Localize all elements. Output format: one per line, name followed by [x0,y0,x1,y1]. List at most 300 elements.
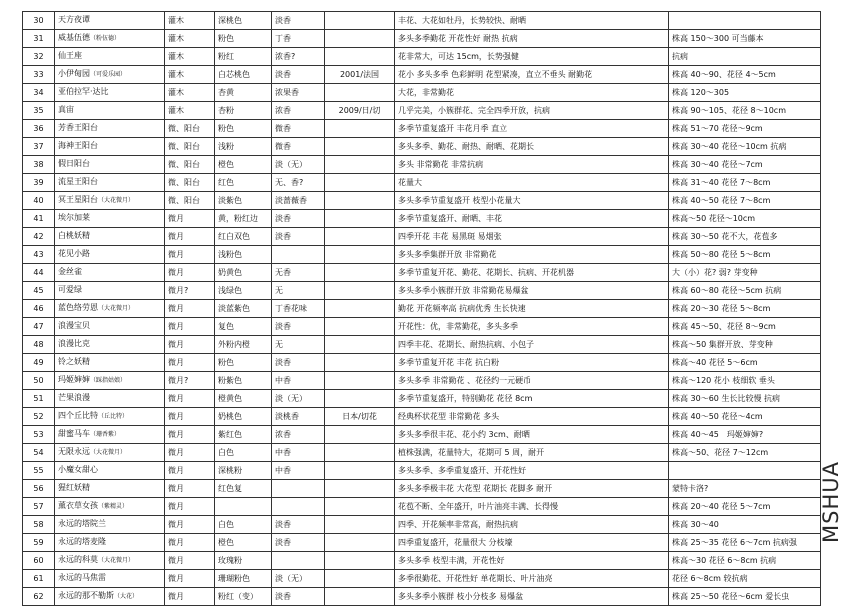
flower-color [215,138,272,156]
row-number-value: 51 [33,393,44,403]
plant-type-value: 微、阳台 [168,159,200,169]
fragrance [272,264,325,282]
release-year [325,408,395,426]
fragrance-value: 中香 [275,447,291,457]
plant-type-value: 微月 [168,411,184,421]
plant-type-value: 微月 [168,267,184,277]
variety-name [55,246,165,264]
plant-type [165,588,215,606]
notes-text-value: 株高～120 花小 枝细软 垂头 [672,375,775,385]
table-row [23,210,821,228]
release-year [325,30,395,48]
notes-text-value: 株高 51～70 花径～9cm [672,123,763,133]
release-year [325,192,395,210]
release-year [325,48,395,66]
release-year [325,552,395,570]
flower-color [215,246,272,264]
plant-spreadsheet [22,11,821,606]
variety-alias: （踩指姑娘） [90,377,127,384]
features-text [395,192,669,210]
features-text [395,156,669,174]
row-number [23,588,55,606]
fragrance [272,228,325,246]
variety-name [55,66,165,84]
fragrance [272,156,325,174]
plant-type-value: 微月 [168,573,184,583]
plant-type [165,138,215,156]
release-year [325,300,395,318]
notes-text-value: 株高 30～40 [672,519,719,529]
flower-color-value: 杏黄 [218,87,234,97]
row-number-value: 49 [33,357,44,367]
row-number-value: 45 [33,285,44,295]
features-text [395,300,669,318]
fragrance-value: 淡（无） [275,393,307,403]
release-year [325,318,395,336]
variety-alias: （可爱乐园） [90,71,127,78]
features-text [395,138,669,156]
plant-type [165,336,215,354]
plant-type-value: 微月 [168,591,184,601]
fragrance [272,192,325,210]
plant-type-value: 微月 [168,303,184,313]
variety-name-value: 威基伍德 [58,33,90,42]
fragrance-value: 淡（无） [275,573,307,583]
notes-text [669,102,821,120]
fragrance-value: 丁香花味 [275,303,307,313]
fragrance-value: 中香 [275,465,291,475]
flower-color [215,84,272,102]
variety-name [55,336,165,354]
notes-text [669,570,821,588]
variety-alias: （丘比特） [98,413,129,420]
row-number-value: 32 [33,51,44,61]
flower-color [215,516,272,534]
notes-text [669,30,821,48]
features-text [395,102,669,120]
features-text [395,210,669,228]
notes-text-value: 株高 40～45 玛姬婶婶? [672,429,764,439]
row-number-value: 39 [33,177,44,187]
features-text-value: 多季节重复开花、勤花、花期长、抗病、开花机器 [398,267,574,277]
variety-name-value: 甜蜜马车 [58,429,90,438]
row-number [23,246,55,264]
plant-type-value: 微、阳台 [168,195,200,205]
fragrance-value: 淡香 [275,357,291,367]
notes-text-value: 蒙特卡洛? [672,483,709,493]
flower-color [215,552,272,570]
notes-text [669,120,821,138]
plant-type-value: 微月 [168,339,184,349]
flower-color [215,30,272,48]
release-year [325,570,395,588]
table-row [23,138,821,156]
notes-text-value: 抗病 [672,51,688,61]
row-number-value: 62 [33,591,44,601]
release-year [325,264,395,282]
variety-name-value: 小伊甸园 [58,69,90,78]
plant-type-value: 微、阳台 [168,123,200,133]
features-text [395,120,669,138]
notes-text [669,12,821,30]
release-year [325,66,395,84]
features-text-value: 多头 非常勤花 非常抗病 [398,159,484,169]
table-row [23,480,821,498]
fragrance-value: 微香 [275,141,291,151]
release-year [325,444,395,462]
features-text-value: 植株强满，花量特大，花期可 5 周，耐开 [398,447,545,457]
variety-name-value: 无限永远 [58,447,90,456]
features-text [395,264,669,282]
plant-type [165,30,215,48]
notes-text-value: 株高 150～300 可当藤本 [672,33,764,43]
notes-text [669,282,821,300]
variety-name [55,210,165,228]
plant-type-value: 灌木 [168,105,184,115]
flower-color-value: 浅粉色 [218,249,242,259]
flower-color-value: 浅粉 [218,141,234,151]
release-year [325,174,395,192]
features-text [395,426,669,444]
table-row [23,336,821,354]
features-text [395,444,669,462]
notes-text-value: 株高 25～35 花径 6～7cm 抗病强 [672,537,797,547]
variety-name-value: 金丝雀 [58,267,82,276]
variety-name [55,516,165,534]
notes-text-value: 株高 20～30 花径 5～8cm [672,303,771,313]
notes-text-value: 株高 25～50 花径～6cm 爱长虫 [672,591,790,601]
plant-type-value: 灌木 [168,15,184,25]
flower-color [215,120,272,138]
flower-color-value: 橙色 [218,159,234,169]
features-text [395,480,669,498]
notes-text [669,588,821,606]
variety-name [55,408,165,426]
variety-alias: （珊香紫） [90,431,121,438]
fragrance [272,498,325,516]
row-number [23,462,55,480]
table-row [23,534,821,552]
variety-name [55,12,165,30]
variety-name [55,192,165,210]
plant-type [165,318,215,336]
fragrance-value: 无 [275,285,283,295]
features-text [395,354,669,372]
variety-name [55,480,165,498]
fragrance [272,246,325,264]
variety-name-value: 芳香王阳台 [58,123,98,132]
variety-name-value: 永远的马焦雷 [58,573,106,582]
table-row [23,264,821,282]
fragrance [272,516,325,534]
features-text [395,30,669,48]
row-number [23,354,55,372]
flower-color [215,426,272,444]
fragrance [272,138,325,156]
flower-color-value: 浅绿色 [218,285,242,295]
flower-color [215,390,272,408]
row-number [23,426,55,444]
variety-name [55,138,165,156]
notes-text [669,426,821,444]
plant-type [165,210,215,228]
fragrance-value: 淡香 [275,519,291,529]
row-number-value: 40 [33,195,44,205]
notes-text [669,174,821,192]
variety-alias: （粉伍德） [90,35,121,42]
plant-type-value: 微月 [168,483,184,493]
features-text-value: 多季很勤花、开花性好 单花期长、叶片油亮 [398,573,553,583]
flower-color-value: 红色 [218,177,234,187]
flower-color [215,102,272,120]
notes-text-value: 株高 50～80 花径 5～8cm [672,249,771,259]
notes-text [669,318,821,336]
plant-type [165,426,215,444]
features-text-value: 多头多季很丰花、花小约 3cm、耐晒 [398,429,530,439]
flower-color-value: 杏粉 [218,105,234,115]
flower-color [215,210,272,228]
row-number [23,480,55,498]
variety-name [55,174,165,192]
variety-name-value: 薰衣草女孩 [58,501,98,510]
fragrance [272,102,325,120]
table-row [23,444,821,462]
features-text-value: 四季重复盛开，花量很大 分枝壕 [398,537,513,547]
flower-color [215,372,272,390]
variety-name-value: 冥王星阳台 [58,195,98,204]
variety-name-value: 天方夜谭 [58,15,90,24]
flower-color [215,498,272,516]
plant-type-value: 灌木 [168,33,184,43]
variety-name [55,264,165,282]
flower-color-value: 深桃粉 [218,465,242,475]
notes-text-value: 株高 40～50 花径～4cm [672,411,763,421]
notes-text [669,354,821,372]
fragrance [272,570,325,588]
row-number [23,318,55,336]
table-row [23,102,821,120]
flower-color-value: 玫瑰粉 [218,555,242,565]
fragrance [272,534,325,552]
row-number-value: 56 [33,483,44,493]
release-year [325,390,395,408]
release-year [325,282,395,300]
fragrance [272,66,325,84]
features-text-value: 多季节重复盛开 丰花月季 直立 [398,123,508,133]
plant-type [165,570,215,588]
flower-color [215,480,272,498]
flower-color-value: 粉色 [218,33,234,43]
table-row [23,426,821,444]
row-number-value: 55 [33,465,44,475]
variety-name-value: 蓝色络劳恩 [58,303,98,312]
notes-text [669,336,821,354]
features-text [395,246,669,264]
row-number-value: 44 [33,267,44,277]
table-row [23,282,821,300]
row-number-value: 30 [33,15,44,25]
row-number [23,516,55,534]
features-text-value: 多季节重复盛开，特别勤花 花径 8cm [398,393,533,403]
plant-type [165,444,215,462]
variety-name-value: 永远的科莫 [58,555,98,564]
features-text-value: 多头多季、多季重复盛开、开花性好 [398,465,526,475]
row-number-value: 41 [33,213,44,223]
flower-color [215,48,272,66]
fragrance [272,480,325,498]
table-row [23,354,821,372]
flower-color [215,534,272,552]
fragrance-value: 淡香 [275,591,291,601]
flower-color-value: 深桃色 [218,15,242,25]
features-text [395,228,669,246]
plant-type [165,372,215,390]
row-number-value: 33 [33,69,44,79]
row-number [23,300,55,318]
variety-name [55,120,165,138]
notes-text [669,480,821,498]
features-text [395,408,669,426]
notes-text [669,498,821,516]
plant-type [165,552,215,570]
variety-name-value: 浪漫比克 [58,339,90,348]
rose-variety-table [22,11,821,606]
table-row [23,228,821,246]
features-text [395,84,669,102]
table-row [23,372,821,390]
features-text [395,318,669,336]
plant-type-value: 微月 [168,519,184,529]
table-row [23,192,821,210]
row-number [23,390,55,408]
flower-color-value: 奶桃色 [218,411,242,421]
variety-name-value: 可爱绿 [58,285,82,294]
release-year-value: 2009/日/切 [338,105,381,115]
features-text-value: 花量大 [398,177,422,187]
flower-color [215,300,272,318]
notes-text [669,192,821,210]
notes-text-value: 株高 30～60 生长比较慢 抗病 [672,393,780,403]
release-year [325,120,395,138]
flower-color [215,66,272,84]
flower-color [215,264,272,282]
variety-name-value: 玛姬婶婶 [58,375,90,384]
variety-name-value: 铃之妖精 [58,357,90,366]
row-number-value: 53 [33,429,44,439]
fragrance [272,210,325,228]
table-body [23,12,821,606]
notes-text-value: 株高～50、花径 7～12cm [672,447,769,457]
plant-type [165,516,215,534]
variety-name-value: 永远的塔麦隆 [58,537,106,546]
variety-name-value: 花见小路 [58,249,90,258]
row-number [23,264,55,282]
variety-name-value: 流星王阳台 [58,177,98,186]
variety-alias: （大花微月） [98,197,135,204]
table-row [23,318,821,336]
variety-name-value: 仙王座 [58,51,82,60]
plant-type-value: 微月? [168,285,189,295]
fragrance [272,390,325,408]
variety-name [55,498,165,516]
table-row [23,498,821,516]
features-text-value: 几乎完美，小簇群花、完全四季开放，抗病 [398,105,550,115]
table-row [23,588,821,606]
row-number [23,498,55,516]
fragrance [272,588,325,606]
row-number [23,84,55,102]
row-number [23,30,55,48]
row-number [23,372,55,390]
features-text-value: 花非常大，可达 15cm，长势强健 [398,51,519,61]
variety-alias: （大花微月） [90,449,127,456]
flower-color [215,336,272,354]
row-number-value: 54 [33,447,44,457]
variety-name [55,30,165,48]
plant-type [165,390,215,408]
release-year [325,462,395,480]
release-year [325,480,395,498]
release-year [325,138,395,156]
flower-color [215,228,272,246]
table-row [23,570,821,588]
notes-text-value: 株高 120～305 [672,87,730,97]
table-row [23,390,821,408]
features-text-value: 花苞不断、全年盛开，叶片油亮丰满、长得慢 [398,501,558,511]
notes-text-value: 株高 30～40 花径～7cm [672,159,763,169]
fragrance [272,84,325,102]
features-text [395,498,669,516]
release-year [325,156,395,174]
table-row [23,552,821,570]
flower-color-value: 粉红 [218,51,234,61]
plant-type [165,48,215,66]
flower-color [215,354,272,372]
flower-color-value: 粉紫色 [218,375,242,385]
fragrance-value: 淡桃香 [275,411,299,421]
notes-text [669,408,821,426]
table-row [23,48,821,66]
variety-name [55,156,165,174]
fragrance [272,48,325,66]
fragrance-value: 淡香 [275,69,291,79]
variety-name-value: 小魔女甜心 [58,465,98,474]
notes-text [669,444,821,462]
fragrance-value: 淡香 [275,213,291,223]
row-number-value: 36 [33,123,44,133]
flower-color-value: 红白双色 [218,231,250,241]
variety-name [55,390,165,408]
notes-text-value: 株高 30～40 花径～10cm 抗病 [672,141,787,151]
plant-type [165,84,215,102]
flower-color [215,462,272,480]
flower-color-value: 淡蓝紫色 [218,303,250,313]
plant-type [165,66,215,84]
variety-alias: （紫精灵） [98,503,129,510]
fragrance [272,552,325,570]
release-year-value: 日本/切花 [342,411,377,421]
variety-name-value: 海神王阳台 [58,141,98,150]
release-year [325,102,395,120]
release-year [325,372,395,390]
flower-color-value: 粉色 [218,357,234,367]
row-number [23,282,55,300]
plant-type-value: 灌木 [168,69,184,79]
variety-name [55,534,165,552]
flower-color-value: 奶黄色 [218,267,242,277]
plant-type [165,462,215,480]
features-text-value: 四季丰花、花期长、耐热抗病、小包子 [398,339,534,349]
